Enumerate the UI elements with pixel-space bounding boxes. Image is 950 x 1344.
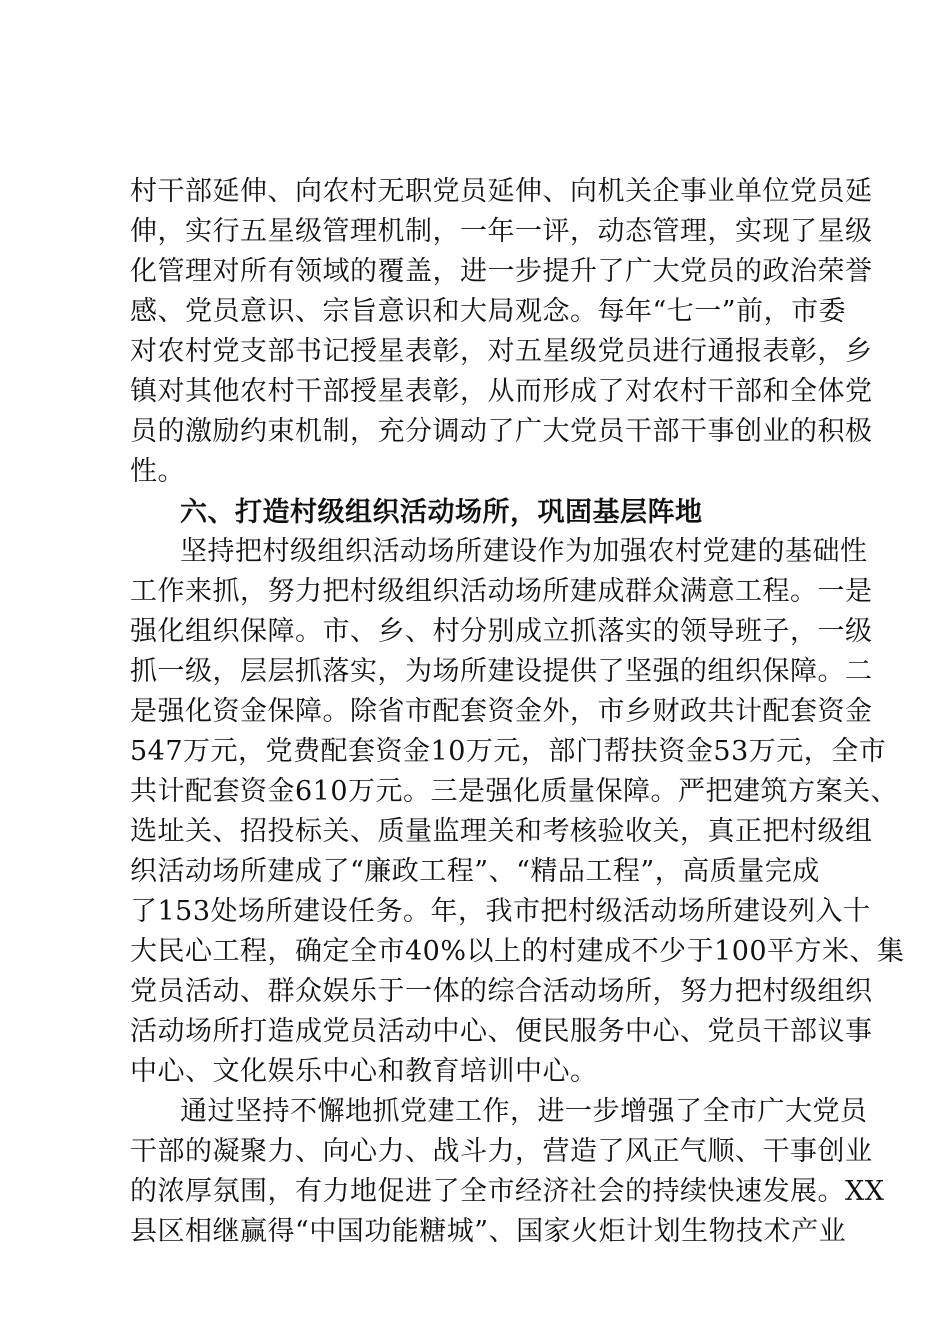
text-line: 工作来抓，努力把村级组织活动场所建成群众满意工程。一是: [130, 576, 873, 607]
section-heading: 六、打造村级组织活动场所，巩固基层阵地: [180, 497, 703, 528]
text-line: 的浓厚氛围，有力地促进了全市经济社会的持续快速发展。XX: [130, 1176, 885, 1207]
text-line: 镇对其他农村干部授星表彰，从而形成了对农村干部和全体党: [130, 376, 873, 407]
text-line: 化管理对所有领域的覆盖，进一步提升了广大党员的政治荣誉: [130, 256, 873, 287]
text-line: 547万元，党费配套资金10万元，部门帮扶资金53万元，全市: [130, 736, 887, 767]
text-line: 共计配套资金610万元。三是强化质量保障。严把建筑方案关、: [130, 776, 899, 807]
text-line: 是强化资金保障。除省市配套资金外，市乡财政共计配套资金: [130, 696, 873, 727]
text-line: 感、党员意识、宗旨意识和大局观念。每年“七一”前，市委: [130, 296, 847, 327]
text-line: 员的激励约束机制，充分调动了广大党员干部干事创业的积极: [130, 416, 873, 447]
text-line: 强化组织保障。市、乡、村分别成立抓落实的领导班子，一级: [130, 616, 873, 647]
text-line: 对农村党支部书记授星表彰，对五星级党员进行通报表彰，乡: [130, 336, 873, 367]
text-line: 织活动场所建成了“廉政工程”、“精品工程”，高质量完成: [130, 856, 820, 887]
text-line: 伸，实行五星级管理机制，一年一评，动态管理，实现了星级: [130, 216, 873, 247]
text-line: 村干部延伸、向农村无职党员延伸、向机关企事业单位党员延: [130, 176, 873, 207]
text-line: 坚持把村级组织活动场所建设作为加强农村党建的基础性: [180, 536, 868, 567]
text-line: 干部的凝聚力、向心力、战斗力，营造了风正气顺、干事创业: [130, 1136, 873, 1167]
text-line: 了153处场所建设任务。年，我市把村级活动场所建设列入十: [130, 896, 871, 927]
text-line: 大民心工程，确定全市40%以上的村建成不少于100平方米、集: [130, 936, 905, 967]
text-line: 中心、文化娱乐中心和教育培训中心。: [130, 1056, 598, 1087]
text-line: 通过坚持不懈地抓党建工作，进一步增强了全市广大党员: [180, 1096, 868, 1127]
text-line: 县区相继赢得“中国功能糖城”、国家火炬计划生物技术产业: [130, 1216, 847, 1247]
text-line: 性。: [130, 456, 185, 487]
text-line: 抓一级，层层抓落实，为场所建设提供了坚强的组织保障。二: [130, 656, 873, 687]
text-line: 党员活动、群众娱乐于一体的综合活动场所，努力把村级组织: [130, 976, 873, 1007]
text-line: 选址关、招投标关、质量监理关和考核验收关，真正把村级组: [130, 816, 873, 847]
text-line: 活动场所打造成党员活动中心、便民服务中心、党员干部议事: [130, 1016, 873, 1047]
